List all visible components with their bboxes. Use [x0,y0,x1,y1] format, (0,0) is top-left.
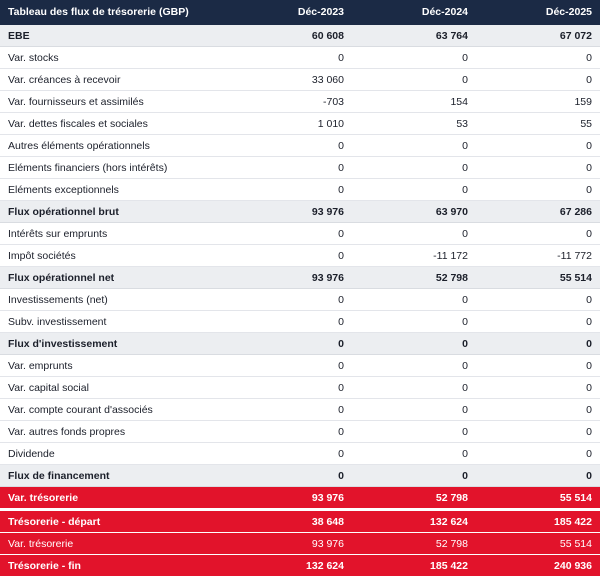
row-value: 93 976 [228,487,352,510]
table-row [0,377,600,399]
table-row [0,157,600,179]
table-row [0,421,600,443]
row-value: 55 514 [476,487,600,510]
row-value: 0 [352,377,476,399]
row-value: 55 [476,113,600,135]
row-label: Var. compte courant d'associés [0,399,228,421]
table-row [0,510,600,533]
row-value: 0 [476,311,600,333]
row-label: Investissements (net) [0,289,228,311]
row-value: -11 172 [352,245,476,267]
table-row [0,333,600,355]
row-value: 185 422 [476,510,600,533]
row-label: Subv. investissement [0,311,228,333]
row-value: -703 [228,91,352,113]
row-value: 52 798 [352,533,476,555]
table-title-cell: Tableau des flux de trésorerie (GBP) [0,0,228,25]
row-value: 0 [352,421,476,443]
row-label: Autres éléments opérationnels [0,135,228,157]
row-value: 0 [228,311,352,333]
table-row [0,91,600,113]
row-value: 0 [228,443,352,465]
row-value: 0 [352,135,476,157]
row-label: Flux d'investissement [0,333,228,355]
table-row [0,487,600,510]
row-label: Flux opérationnel brut [0,201,228,223]
row-value: 0 [228,223,352,245]
row-label: Var. capital social [0,377,228,399]
table-row [0,533,600,555]
row-value: 0 [476,289,600,311]
row-label: Eléments financiers (hors intérêts) [0,157,228,179]
row-value: 185 422 [352,555,476,576]
row-value: 38 648 [228,510,352,533]
table-row [0,223,600,245]
row-label: Var. emprunts [0,355,228,377]
row-value: 0 [476,355,600,377]
row-label: Var. trésorerie [0,487,228,510]
row-value: 0 [476,223,600,245]
row-value: 0 [228,289,352,311]
row-value: 93 976 [228,201,352,223]
row-value: 240 936 [476,555,600,576]
row-label: Var. dettes fiscales et sociales [0,113,228,135]
row-value: 0 [352,69,476,91]
row-label: Trésorerie - départ [0,510,228,533]
table-row [0,399,600,421]
table-row [0,25,600,47]
column-header-1: Déc-2024 [352,0,476,25]
table-row [0,311,600,333]
table-body [0,25,600,576]
table-row [0,135,600,157]
row-value: 0 [352,333,476,355]
row-value: 0 [476,421,600,443]
row-value: 132 624 [228,555,352,576]
row-label: Dividende [0,443,228,465]
column-header-0: Déc-2023 [228,0,352,25]
row-value: 0 [352,289,476,311]
row-value: 0 [476,333,600,355]
table-row [0,289,600,311]
row-label: Var. fournisseurs et assimilés [0,91,228,113]
row-value: 52 798 [352,267,476,289]
table-row [0,47,600,69]
row-label: Impôt sociétés [0,245,228,267]
row-value: 67 072 [476,25,600,47]
row-value: 0 [228,245,352,267]
row-value: 0 [228,399,352,421]
row-value: 0 [476,377,600,399]
row-value: 0 [352,399,476,421]
row-label: Intérêts sur emprunts [0,223,228,245]
row-value: 53 [352,113,476,135]
row-label: Var. autres fonds propres [0,421,228,443]
table-row [0,267,600,289]
row-value: 1 010 [228,113,352,135]
row-value: 0 [352,311,476,333]
row-value: 63 970 [352,201,476,223]
row-value: 0 [228,333,352,355]
row-value: 33 060 [228,69,352,91]
row-value: 0 [228,355,352,377]
row-value: 52 798 [352,487,476,510]
row-label: Eléments exceptionnels [0,179,228,201]
row-value: 60 608 [228,25,352,47]
row-value: 154 [352,91,476,113]
table-header-row [0,0,600,25]
row-value: 0 [352,443,476,465]
row-value: 0 [228,157,352,179]
row-value: 0 [476,157,600,179]
row-value: 0 [476,135,600,157]
row-value: 0 [352,179,476,201]
row-label: EBE [0,25,228,47]
row-value: 55 514 [476,533,600,555]
row-label: Flux opérationnel net [0,267,228,289]
row-value: 132 624 [352,510,476,533]
row-value: 0 [228,135,352,157]
table-row [0,465,600,487]
table-row [0,555,600,576]
column-header-2: Déc-2025 [476,0,600,25]
row-label: Var. stocks [0,47,228,69]
row-value: 0 [352,47,476,69]
row-value: 0 [352,355,476,377]
table-row [0,113,600,135]
row-value: 0 [476,399,600,421]
row-label: Var. créances à recevoir [0,69,228,91]
table-row [0,69,600,91]
table-row [0,179,600,201]
row-value: 63 764 [352,25,476,47]
row-value: 93 976 [228,267,352,289]
row-value: 67 286 [476,201,600,223]
row-value: 0 [476,179,600,201]
row-label: Var. trésorerie [0,533,228,555]
table-row [0,355,600,377]
table-row [0,443,600,465]
row-value: 0 [228,465,352,487]
row-value: 0 [476,69,600,91]
row-value: 0 [352,157,476,179]
row-value: 0 [352,465,476,487]
row-value: 0 [476,47,600,69]
row-label: Trésorerie - fin [0,555,228,576]
row-value: -11 772 [476,245,600,267]
table-row [0,245,600,267]
table-header [0,0,600,25]
row-value: 0 [228,377,352,399]
row-label: Flux de financement [0,465,228,487]
row-value: 0 [476,443,600,465]
row-value: 0 [228,47,352,69]
row-value: 0 [228,179,352,201]
row-value: 159 [476,91,600,113]
row-value: 0 [476,465,600,487]
row-value: 93 976 [228,533,352,555]
row-value: 0 [228,421,352,443]
row-value: 55 514 [476,267,600,289]
table-row [0,201,600,223]
row-value: 0 [352,223,476,245]
